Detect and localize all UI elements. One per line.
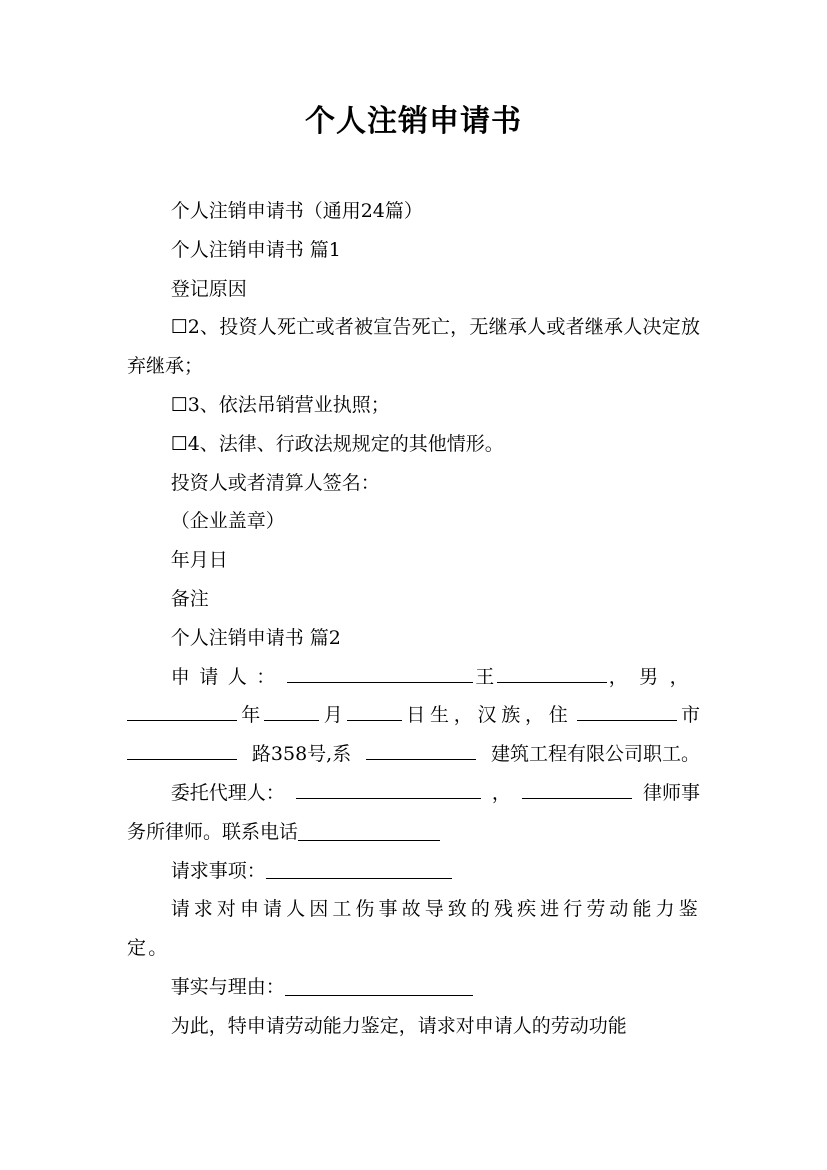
applicant-line-1: [127, 658, 700, 697]
applicant-given-name-blank: [497, 663, 607, 683]
paragraph-section-1-heading: 个人注销申请书 篇1: [170, 238, 341, 261]
facts-text: 为此，特申请劳动能力鉴定，请求对申请人的劳动功能: [170, 1014, 627, 1037]
facts-blank: [285, 976, 473, 996]
document-title: 个人注销申请书: [305, 104, 522, 139]
agent-name-blank: [296, 779, 481, 799]
paragraph-reason-4: ☐4、法律、行政法规规定的其他情形。: [170, 432, 504, 455]
document-body: [127, 192, 700, 1046]
paragraph-section-2-heading: 个人注销申请书 篇2: [170, 626, 341, 649]
lawyer-line-2: 务所律师。联系电话: [127, 820, 299, 843]
birth-month-label: 月: [323, 704, 343, 727]
birth-ethnic-address: 日生，汉族，住: [406, 704, 573, 727]
birth-month-blank: [264, 701, 319, 721]
request-text: 请求对申请人因工伤事故导致的残疾进行劳动能力鉴定。: [127, 898, 700, 960]
city-blank: [577, 701, 677, 721]
applicant-surname: 王: [475, 665, 495, 688]
paragraph-reason-2: ☐2、投资人死亡或者被宣告死亡，无继承人或者继承人决定放弃继承；: [127, 316, 700, 378]
facts-label: 事实与理由：: [170, 975, 285, 998]
request-label: 请求事项：: [170, 859, 266, 882]
paragraph-seal: （企业盖章）: [170, 510, 285, 533]
agent-comma: ，: [491, 781, 511, 804]
paragraph-date: 年月日: [170, 549, 228, 572]
applicant-name-blank: [287, 663, 473, 683]
paragraph-registration-reason: 登记原因: [170, 277, 247, 300]
road-blank: [127, 740, 237, 760]
phone-blank: [298, 821, 440, 841]
birth-year-blank: [127, 701, 237, 721]
city-label: 市: [680, 704, 700, 727]
applicant-line-2: [127, 696, 700, 735]
road-label: 路358号,系: [251, 743, 352, 766]
applicant-line-3: [127, 735, 700, 774]
paragraph-reason-3: ☐3、依法吊销营业执照；: [170, 393, 390, 416]
paragraph-remarks: 备注: [170, 587, 209, 610]
paragraph-signature: 投资人或者清算人签名：: [170, 471, 380, 494]
company-blank: [366, 740, 476, 760]
paragraph-collection-title: 个人注销申请书（通用24篇）: [170, 200, 423, 222]
facts-line: [127, 968, 700, 1007]
applicant-gender: ，男，: [608, 665, 700, 688]
lawyer-line-1: 律师事: [642, 781, 700, 804]
applicant-label: 申请人：: [170, 665, 285, 688]
agent-line-2: [127, 813, 700, 852]
company-label: 建筑工程有限公司职工。: [490, 743, 700, 766]
agent-label: 委托代理人：: [170, 781, 285, 804]
law-firm-blank: [522, 779, 632, 799]
birth-day-blank: [347, 701, 402, 721]
agent-line-1: [127, 774, 700, 813]
request-line: [127, 852, 700, 891]
request-blank: [266, 859, 452, 879]
birth-year-label: 年: [241, 704, 261, 727]
